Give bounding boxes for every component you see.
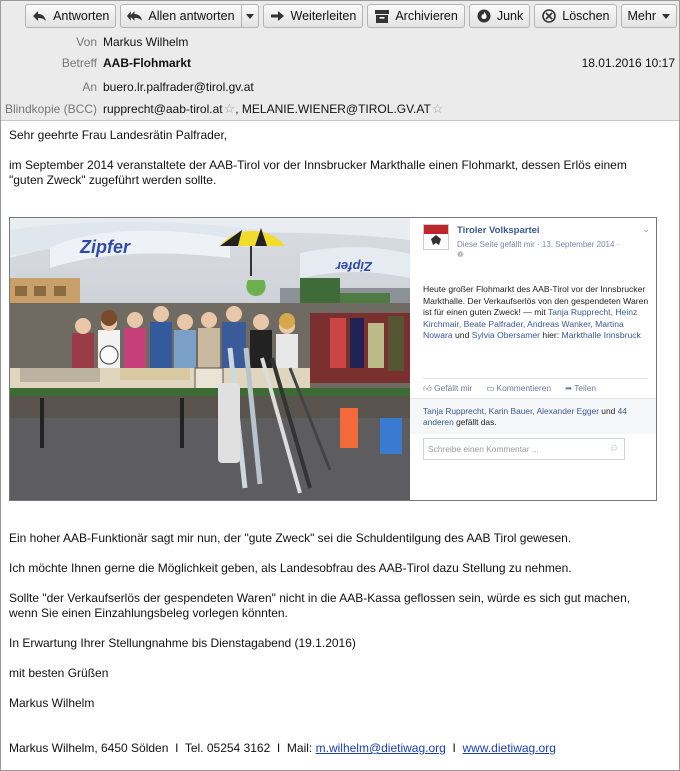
bcc-separator: , [235,102,242,116]
bcc-label: Blindkopie (BCC) [4,102,97,116]
message-date: 18.01.2016 10:17 [581,56,675,70]
from-value[interactable]: Markus Wilhelm [103,35,189,49]
banner-logo: Zipfer [80,237,131,257]
reply-all-split [120,4,258,28]
paragraph-1: im September 2014 veranstaltete der AAB-Tirol vor der Innsbrucker Markthalle einen Flohmarkt, dessen Erlös einem "guten Zweck" zugeführt werden sollte. [9,158,627,187]
delete-button[interactable]: Löschen [534,4,616,28]
reply-all-button[interactable]: Allen antworten [120,4,241,28]
signature-name: Markus Wilhelm [9,696,95,710]
post-meta: Diese Seite gefällt mir · 13. September 2014 · [457,240,620,249]
more-button[interactable]: Mehr [621,4,677,28]
paragraph-2: Ein hoher AAB-Funktionär sagt mir nun, der "gute Zweck" sei die Schuldentilgung des AAB Tirol gewesen. [9,531,572,545]
to-row [1,77,679,97]
post-actions [423,378,648,394]
paragraph-5: In Erwartung Ihrer Stellungnahme bis Dienstagabend (19.1.2016) [9,636,356,650]
globe-icon: ❁ [457,250,464,259]
comment-icon: ▭ [486,383,495,393]
chevron-down-icon [662,14,670,19]
flea-market-photo [10,218,410,501]
message-header [1,1,679,121]
archive-icon [374,8,390,24]
paragraph-3: Ich möchte Ihnen gerne die Möglichkeit geben, als Landesobfrau des AAB-Tirol dazu Stellung zu nehmen. [9,561,572,575]
reply-icon [32,8,48,24]
toolbar [25,4,677,28]
reply-button[interactable]: Antworten [25,4,116,28]
delete-icon [541,8,557,24]
location-link[interactable]: Markthalle Innsbruck [561,330,641,340]
closing: mit besten Grüßen [9,666,109,680]
tagged-person-last[interactable]: Sylvia Obersamer [471,330,541,340]
chevron-down-icon[interactable]: ⌄ [642,224,650,234]
facebook-post [410,218,657,501]
paragraph-4: Sollte "der Verkaufserlös der gespendeten Waren" nicht in die AAB-Kassa geflossen sein, würde es sich gut machen, wenn Sie einen Einzahlungsbeleg vorlegen könnten. [9,591,631,620]
from-label: Von [76,35,97,49]
forward-icon [270,8,286,24]
subject-value: AAB-Flohmarkt [103,56,192,70]
bcc-value-2[interactable]: MELANIE.WIENER@TIROL.GV.AT [241,102,431,116]
bcc-value-1[interactable]: rupprecht@aab-tirol.at [103,102,223,116]
greeting: Sehr geehrte Frau Landesrätin Palfrader, [9,128,228,142]
forward-button[interactable]: Weiterleiten [263,4,364,28]
likes-summary: Tanja Rupprecht, Karin Bauer, Alexander Egger und 44 anderen gefällt das. [410,398,657,434]
junk-button[interactable]: Junk [469,4,530,28]
subject-label: Betreff [61,56,97,70]
share-icon: ➦ [564,383,573,393]
subject-row [1,53,679,73]
flame-icon [476,8,492,24]
smiley-icon[interactable]: ☺ [608,443,619,454]
like-action[interactable]: 👍︎ Gefällt mir [423,383,473,393]
comment-action[interactable]: ▭ Kommentieren [486,383,551,393]
signature-footer: Markus Wilhelm, 6450 Sölden I Tel. 05254 3162 I Mail: m.wilhelm@dietiwag.org I www.dietiwag.org [9,741,556,755]
embedded-image [9,217,657,501]
from-row [1,32,679,52]
page-name[interactable]: Tiroler Volkspartei [457,225,540,236]
to-label: An [82,80,97,94]
to-value[interactable]: buero.lr.palfrader@tirol.gv.at [103,80,254,94]
comment-input[interactable]: Schreibe einen Kommentar ... ☺ [423,438,625,460]
archive-button[interactable]: Archivieren [367,4,465,28]
reply-all-icon [127,8,143,24]
reply-all-dropdown[interactable] [242,4,259,28]
post-text: Heute großer Flohmarkt des AAB-Tirol vor der Innsbrucker Markthalle. Der Verkaufserlös von den gespendeten Waren ist für einen guten Zweck! — mit Tanja Rupprecht, Heinz Kirchmair, Beate Palfrader, Andreas Wanker, Martina Nowara und Sylvia Obersamer hier: Markthalle Innsbruck [423,284,649,340]
chevron-down-icon [246,14,254,19]
tagged-people[interactable]: Tanja Rupprecht, Heinz Kirchmair, Beate Palfrader, Andreas Wanker, Martina Nowara [423,307,638,340]
website-link[interactable]: www.dietiwag.org [462,741,556,755]
star-icon[interactable]: ☆ [223,101,236,116]
banner-logo-2: Zipfer [335,259,372,274]
share-action[interactable]: ➦ Teilen [564,383,597,393]
mail-link[interactable]: m.wilhelm@dietiwag.org [315,741,446,755]
thumbs-up-icon: 👍︎ [423,383,432,393]
bcc-row [1,99,679,119]
party-logo[interactable] [423,224,449,250]
star-icon[interactable]: ☆ [431,101,444,116]
